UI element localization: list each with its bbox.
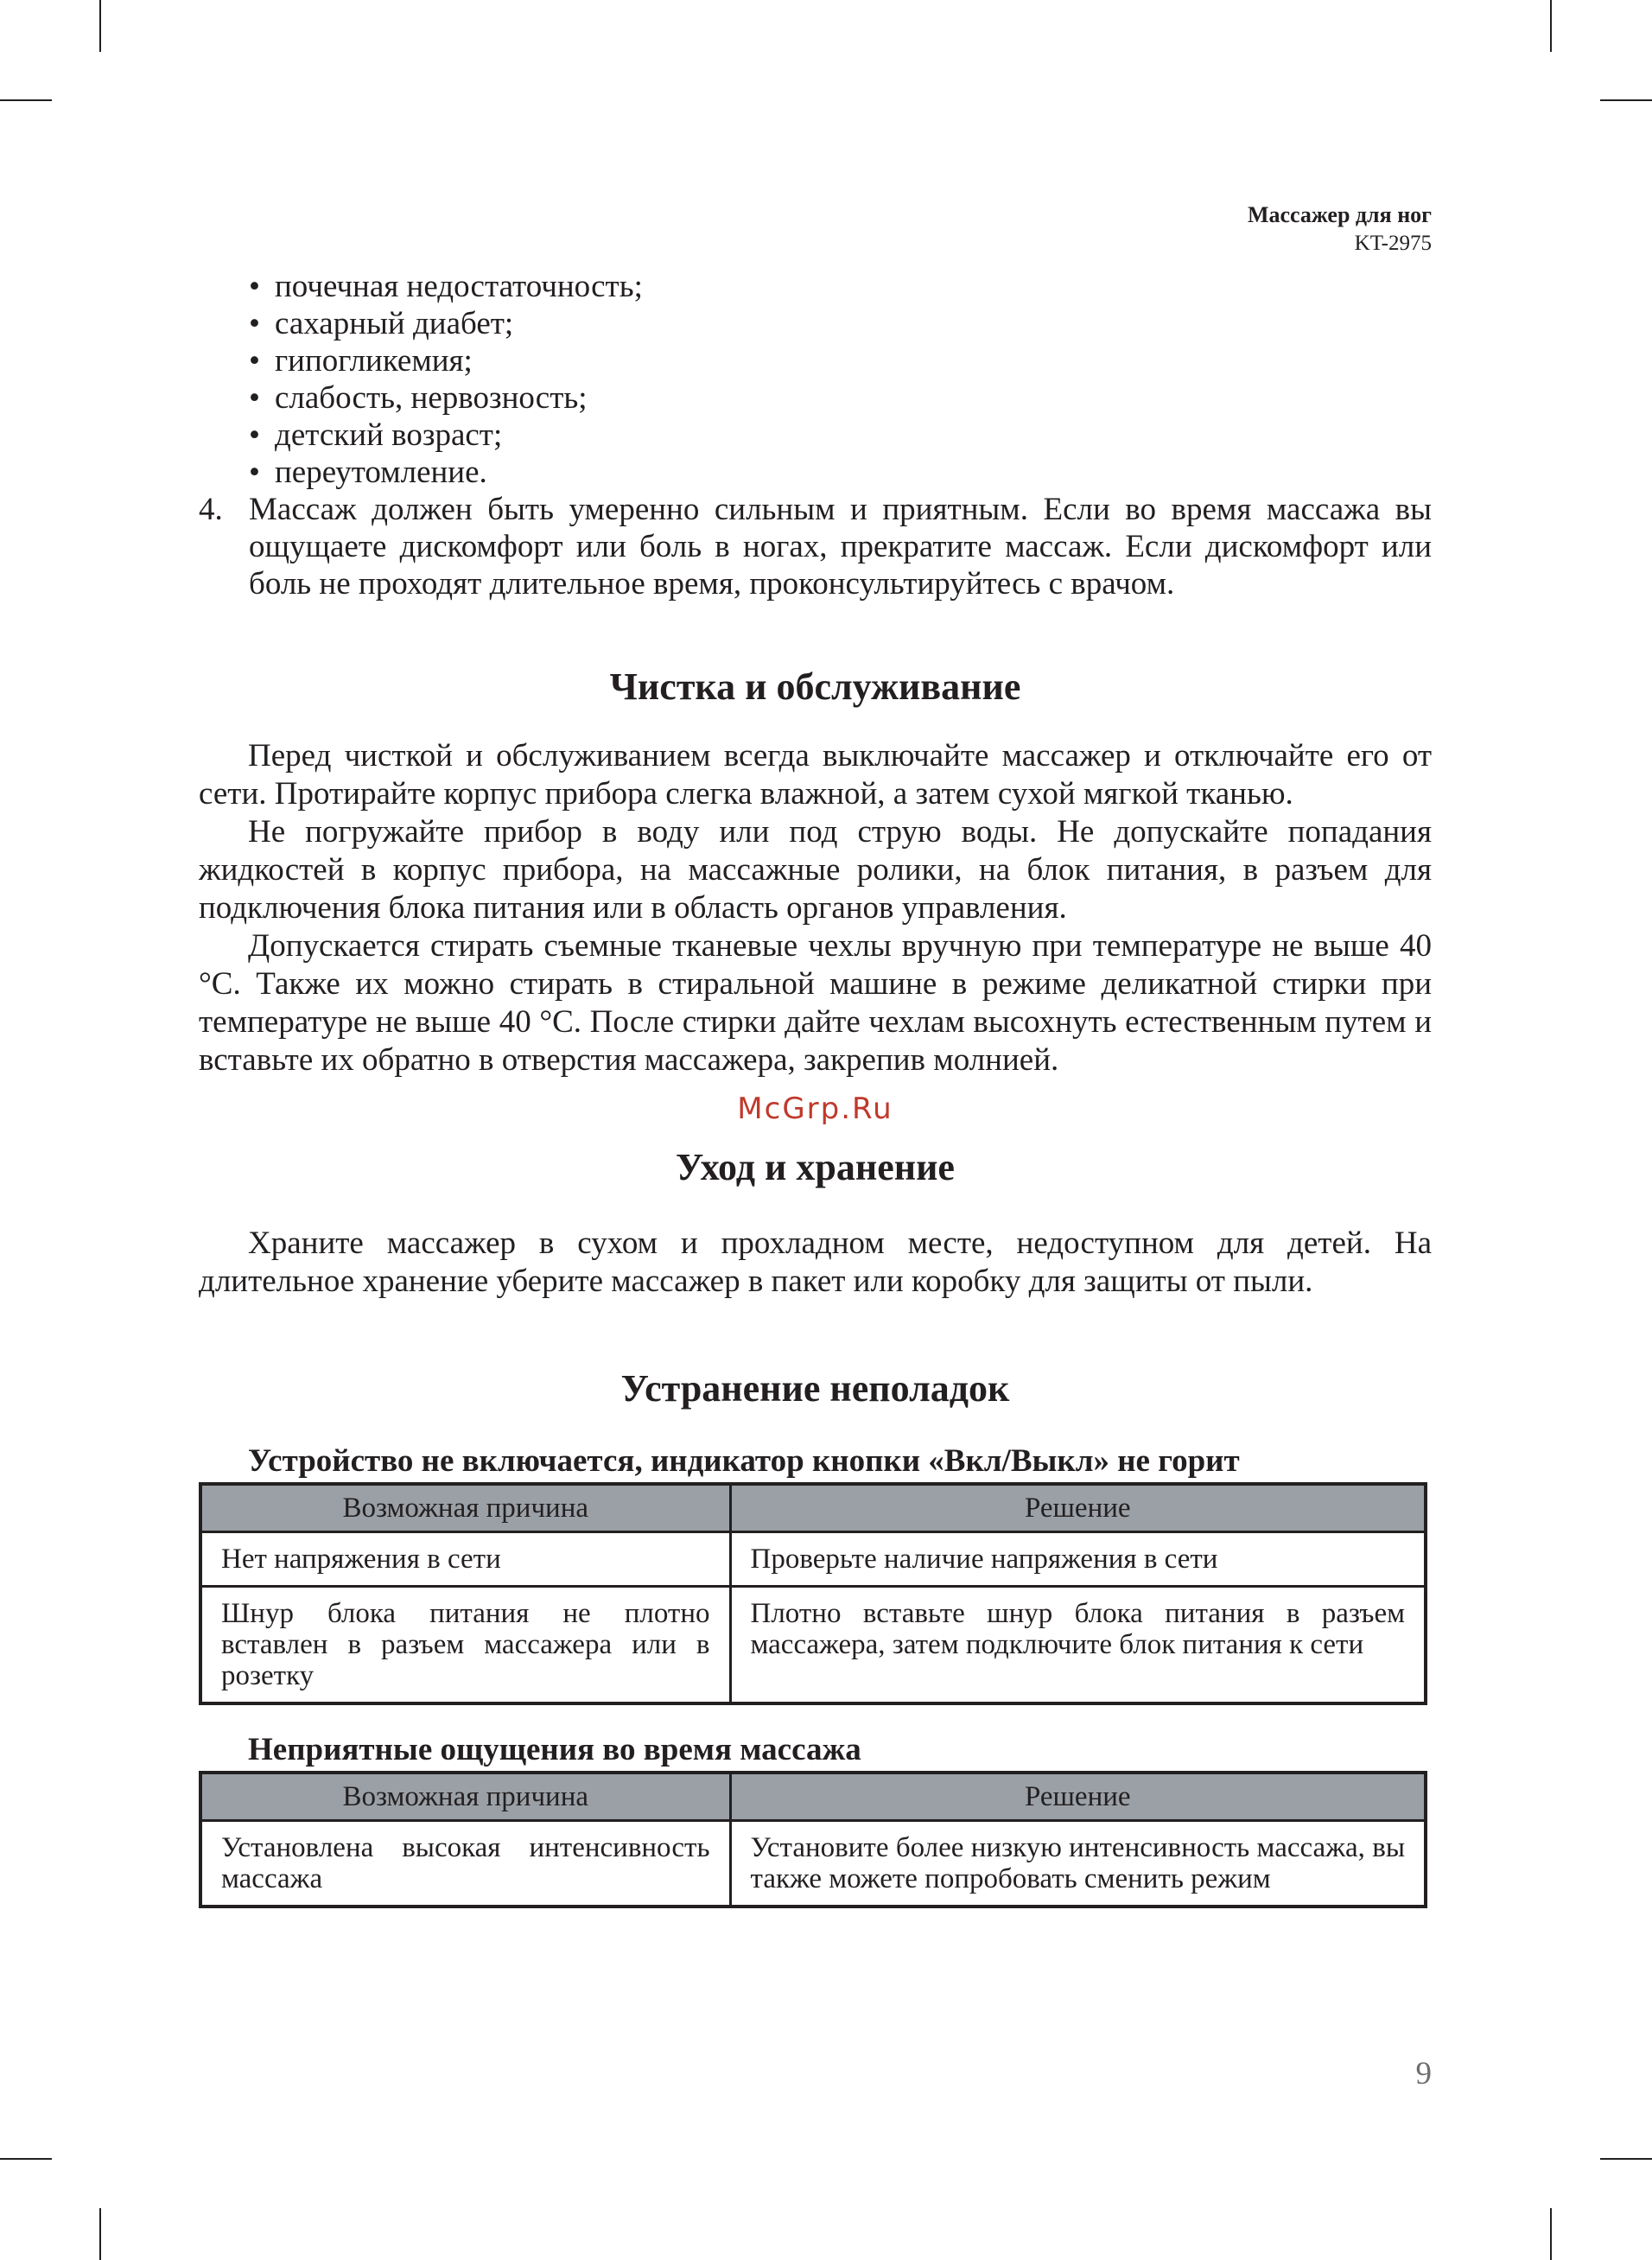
item-text: Массаж должен быть умеренно сильным и приятным. Если во время массажа вы ощущаете дискомфорт или боль в ногах, прекратите массаж. Если дискомфорт или боль не проходят длительное время, проконсультируйтесь с врачом.	[249, 492, 1432, 602]
crop-mark	[1600, 2158, 1652, 2160]
running-header	[1248, 201, 1432, 258]
list-item: • гипогликемия;	[249, 342, 1432, 379]
column-header: Решение	[730, 1484, 1426, 1532]
section-heading-cleaning: Чистка и обслуживание	[609, 665, 1021, 708]
cell-cause: Шнур блока питания не плотно вставлен в разъем массажера или в розетку	[200, 1587, 730, 1704]
paragraph: Не погружайте прибор в воду или под струю воды. Не допускайте попадания жидкостей в корпус прибора, на массажные ролики, на блок питания, в разъем для подключения блока питания или в область органов управления.	[199, 814, 1432, 926]
contraindications-list	[199, 268, 1432, 491]
section-heading-troubleshooting: Устранение неполадок	[620, 1367, 1010, 1410]
table-row	[200, 1532, 1426, 1587]
cell-solution: Плотно вставьте шнур блока питания в разъем массажера, затем подключите блок питания к сети	[730, 1587, 1426, 1704]
crop-mark	[99, 2208, 101, 2260]
list-item: • почечная недостаточность;	[249, 268, 1432, 305]
table-row	[200, 1821, 1426, 1907]
paragraph: Храните массажер в сухом и прохладном месте, недоступном для детей. На длительное хранение уберите массажер в пакет или коробку для защиты от пыли.	[199, 1225, 1432, 1299]
table-title: Устройство не включается, индикатор кнопки «Вкл/Выкл» не горит	[248, 1443, 1240, 1479]
section-heading-storage: Уход и хранение	[676, 1146, 955, 1188]
column-header: Решение	[730, 1773, 1426, 1821]
table-row	[200, 1587, 1426, 1704]
watermark: McGrp.Ru	[737, 1092, 893, 1126]
cell-solution: Проверьте наличие напряжения в сети	[730, 1532, 1426, 1587]
list-item: • сахарный диабет;	[249, 305, 1432, 342]
cell-cause: Нет напряжения в сети	[200, 1532, 730, 1587]
table-header-row	[200, 1773, 1426, 1821]
header-model: KT-2975	[1354, 232, 1432, 255]
numbered-item-4	[199, 491, 1432, 602]
header-title: Массажер для ног	[1247, 202, 1432, 227]
column-header: Возможная причина	[200, 1773, 730, 1821]
column-header: Возможная причина	[200, 1484, 730, 1532]
crop-mark	[1600, 99, 1652, 101]
crop-mark	[1550, 2208, 1552, 2260]
cell-cause: Установлена высокая интенсивность массажа	[200, 1821, 730, 1907]
paragraph: Допускается стирать съемные тканевые чехлы вручную при температуре не выше 40 °С. Также их можно стирать в стиральной машине в режиме деликатной стирки при температуре не выше 40 °С. После стирки дайте чехлам высохнуть естественным путем и вставьте их обратно в отверстия массажера, закрепив молнией.	[199, 928, 1432, 1078]
table-title: Неприятные ощущения во время массажа	[248, 1732, 861, 1767]
table-header-row	[200, 1484, 1426, 1532]
list-item: • детский возраст;	[249, 417, 1432, 454]
troubleshooting-table	[199, 1771, 1427, 1908]
page-number: 9	[1415, 2056, 1432, 2091]
crop-mark	[99, 0, 101, 52]
crop-mark	[0, 2158, 52, 2160]
troubleshooting-table	[199, 1482, 1427, 1705]
crop-mark	[0, 99, 52, 101]
crop-mark	[1550, 0, 1552, 52]
page-content	[199, 268, 1432, 1908]
item-number: 4.	[199, 492, 223, 527]
list-item: • слабость, нервозность;	[249, 379, 1432, 417]
cell-solution: Установите более низкую интенсивность массажа, вы также можете попробовать сменить режим	[730, 1821, 1426, 1907]
list-item: • переутомление.	[249, 454, 1432, 491]
paragraph: Перед чисткой и обслуживанием всегда выключайте массажер и отключайте его от сети. Протирайте корпус прибора слегка влажной, а затем сухой мягкой тканью.	[199, 738, 1432, 812]
